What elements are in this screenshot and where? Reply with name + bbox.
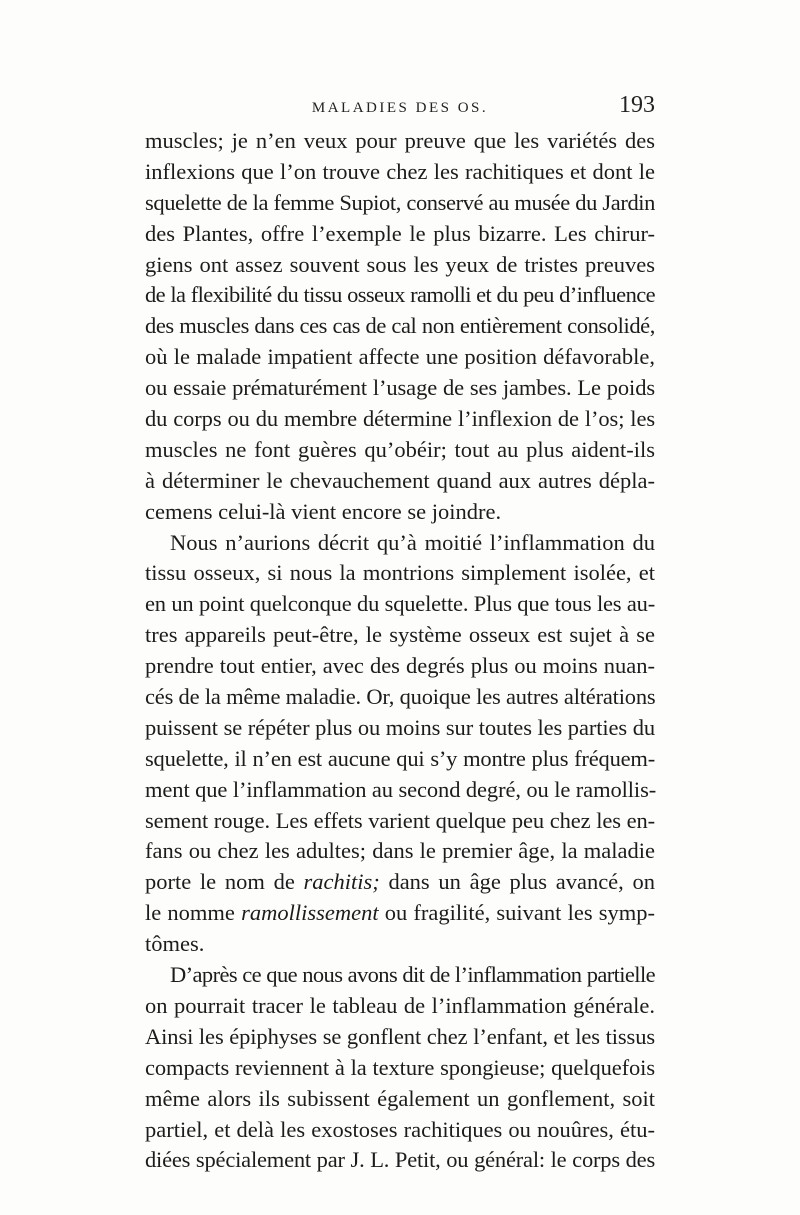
text-line: à déterminer le chevauchement quand aux autres dépla- <box>145 467 655 493</box>
text-line: on pourrait tracer le tableau de l’inflammation générale. <box>145 992 655 1018</box>
italic-term: rachitis; <box>303 869 380 895</box>
text-line-with-italic <box>145 867 655 898</box>
paragraph-end-line: cemens celui-là vient encore se joindre. <box>145 498 502 524</box>
paragraph-end-line: tômes. <box>145 931 205 957</box>
text-line: tres appareils peut-être, le système osseux est sujet à se <box>145 622 655 648</box>
text-line: sement rouge. Les effets varient quelque peu chez les en- <box>145 807 655 833</box>
text-line: compacts reviennent à la texture spongieuse; quelquefois <box>145 1054 655 1080</box>
running-head <box>145 92 655 122</box>
text-line: des Plantes, offre l’exemple le plus bizarre. Les chirur- <box>145 220 655 246</box>
running-title: MALADIES DES OS. <box>311 100 489 116</box>
page-number: 193 <box>619 92 655 118</box>
text-fragment: porte le nom de <box>145 869 304 895</box>
text-line: Ainsi les épiphyses se gonflent chez l’enfant, et les tissus <box>145 1023 655 1049</box>
text-fragment: ou fragilité, suivant les symp- <box>378 900 656 926</box>
text-line: cés de la même maladie. Or, quoique les autres altérations <box>145 684 656 710</box>
text-line: squelette, il n’en est aucune qui s’y montre plus fréquem- <box>145 745 655 771</box>
text-line: muscles; je n’en veux pour preuve que les variétés des <box>145 128 655 153</box>
text-line: où le malade impatient affecte une position défavorable, <box>145 344 655 370</box>
text-line: tissu osseux, si nous la montrions simplement isolée, et <box>145 560 655 586</box>
text-line: du corps ou du membre détermine l’inflexion de l’os; les <box>145 406 655 432</box>
text-line: ment que l’inflammation au second degré, ou le ramollis- <box>145 776 657 802</box>
text-line: en un point quelconque du squelette. Plus que tous les au- <box>145 591 655 617</box>
text-line: fans ou chez les adultes; dans le premier âge, la maladie <box>145 838 655 864</box>
italic-term: ramollissement <box>241 900 379 926</box>
text-line: puissent se répéter plus ou moins sur toutes les parties du <box>145 714 655 740</box>
text-fragment: dans un âge plus avancé, on <box>379 869 655 895</box>
text-line: prendre tout entier, avec des degrés plus ou moins nuan- <box>145 653 655 679</box>
text-line: de la flexibilité du tissu osseux ramolli et du peu d’influence <box>145 282 655 308</box>
text-line: squelette de la femme Supiot, conservé au musée du Jardin <box>145 189 655 215</box>
body-text <box>145 126 655 1176</box>
text-line: des muscles dans ces cas de cal non entièrement consolidé, <box>145 313 655 339</box>
text-line: ou essaie prématurément l’usage de ses jambes. Le poids <box>145 375 655 401</box>
text-line: inflexions que l’on trouve chez les rachitiques et dont le <box>145 158 655 184</box>
text-line: diées spécialement par J. L. Petit, ou général: le corps des <box>145 1147 655 1173</box>
paragraph-start-line: Nous n’aurions décrit qu’à moitié l’inflammation du <box>170 529 655 555</box>
paragraph-start-line: D’après ce que nous avons dit de l’inflammation partielle <box>170 962 655 988</box>
text-line-with-italic <box>145 898 655 929</box>
text-line: partiel, et delà les exostoses rachitiques ou nouûres, étu- <box>145 1116 655 1142</box>
text-line: muscles ne font guères qu’obéir; tout au plus aident-ils <box>145 436 655 462</box>
text-line: giens ont assez souvent sous les yeux de tristes preuves <box>145 251 655 277</box>
text-line: même alors ils subissent également un gonflement, soit <box>145 1085 655 1111</box>
text-fragment: le nomme <box>145 900 242 926</box>
